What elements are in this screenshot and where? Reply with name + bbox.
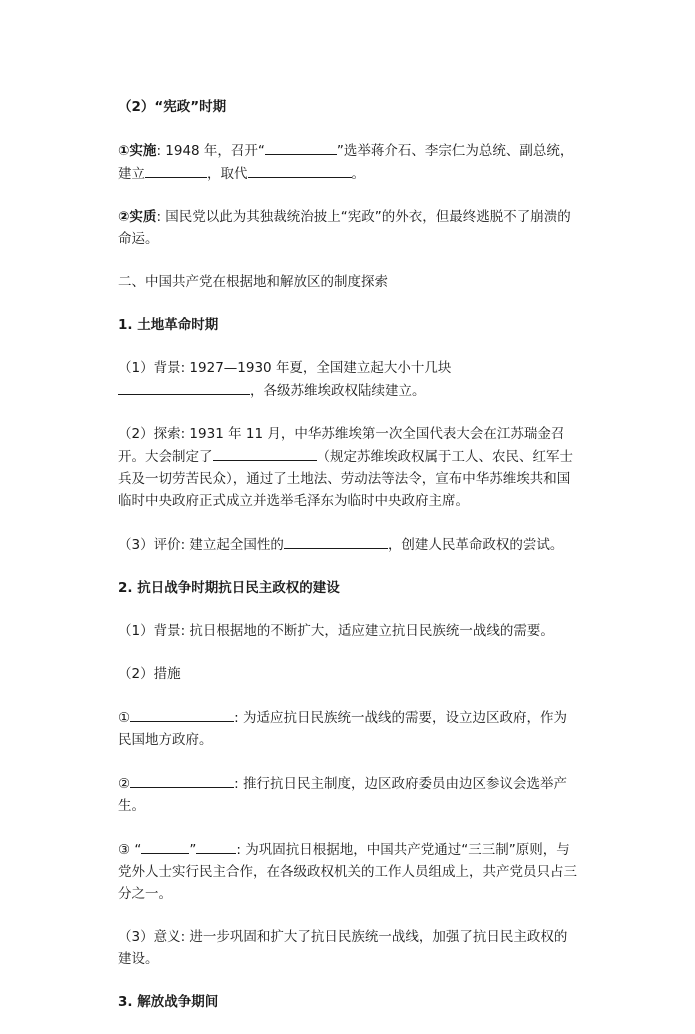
text-implementation-b: ”选举蒋介石、李宗仁为总统、副总统，建立 [118, 143, 574, 182]
measure-3-quote-close: ” [189, 842, 197, 858]
section-title-cpc-exploration: 二、中国共产党在根据地和解放区的制度探索 [118, 274, 388, 290]
measure-2-number: ② [118, 776, 131, 792]
blank-measure-2[interactable] [130, 772, 234, 788]
text-measure-3: : 为巩固抗日根据地，中国共产党通过“三三制”原则，与党外人士实行民主合作，在各级政权机关的工作人员组成上，共产党员只占三分之一。 [118, 842, 577, 902]
blank-established[interactable] [145, 162, 207, 178]
label-significance: （3）意义 [118, 929, 181, 945]
text-essence: : 国民党以此为其独裁统治披上“宪政”的外衣，但最终逃脱不了崩溃的命运。 [118, 209, 571, 247]
label-essence: ②实质 [118, 209, 157, 225]
blank-measure-1[interactable] [130, 706, 234, 722]
measure-3-number: ③ “ [118, 842, 142, 858]
paragraph-significance [118, 926, 580, 970]
text-background-1b: ，各级苏维埃政权陆续建立。 [250, 383, 426, 399]
label-background-2: （1）背景 [118, 623, 181, 639]
paragraph-measure-2 [118, 772, 580, 817]
subsection-land-revolution: 1. 土地革命时期 [118, 317, 219, 333]
text-background-2: : 抗日根据地的不断扩大，适应建立抗日民族统一战线的需要。 [180, 623, 554, 639]
text-exploration-b: （规定苏维埃政权属于工人、农民、红军士兵及一切劳苦民众），通过了土地法、劳动法等法令，宣布中华苏维埃共和国临时中央政府正式成立并选举毛泽东为临时中央政府主席。 [118, 449, 573, 509]
text-implementation-a: : 1948 年，召开“ [156, 143, 265, 159]
blank-measure-3a[interactable] [141, 838, 189, 854]
paragraph-background-2 [118, 620, 580, 642]
blank-national-regime[interactable] [284, 533, 388, 549]
blank-replaced[interactable] [248, 162, 352, 178]
text-evaluation-a: : 建立起全国性的 [180, 537, 284, 553]
blank-measure-3b[interactable] [196, 838, 236, 854]
document-page [118, 96, 580, 1034]
text-implementation-c: ，取代 [207, 166, 248, 182]
label-evaluation: （3）评价 [118, 537, 181, 553]
text-background-1a: : 1927—1930 年夏，全国建立起大小十几块 [180, 360, 452, 376]
text-measure-1: : 为适应抗日民族统一战线的需要，设立边区政府，作为民国地方政府。 [118, 710, 567, 748]
paragraph-exploration [118, 423, 580, 512]
paragraph-essence [118, 206, 580, 250]
paragraph-evaluation [118, 533, 580, 556]
label-implementation: ①实施 [118, 143, 157, 159]
paragraph-background-1 [118, 357, 580, 402]
subsection-anti-japanese-war: 2. 抗日战争时期抗日民主政权的建设 [118, 580, 340, 596]
blank-base-areas[interactable] [118, 379, 250, 395]
subsection-liberation-war: 3. 解放战争期间 [118, 994, 219, 1010]
paragraph-measure-3 [118, 838, 580, 905]
text-measure-2: : 推行抗日民主制度，边区政府委员由边区参议会选举产生。 [118, 776, 567, 814]
label-exploration: （2）探索 [118, 426, 181, 442]
blank-assembly[interactable] [265, 139, 337, 155]
blank-constitution[interactable] [213, 445, 317, 461]
text-significance: : 进一步巩固和扩大了抗日民族统一战线，加强了抗日民主政权的建设。 [118, 929, 568, 967]
text-implementation-d: 。 [351, 166, 365, 182]
text-exploration-a: : 1931 年 11 月，中华苏维埃第一次全国代表大会在江苏瑞金召开。大会制定了 [118, 426, 565, 465]
paragraph-measure-1 [118, 706, 580, 751]
paragraph-implementation [118, 139, 580, 185]
measure-1-number: ① [118, 710, 131, 726]
section-title-constitutional-period: （2）“宪政”时期 [118, 99, 227, 115]
paragraph-measures-heading: （2）措施 [118, 666, 181, 682]
text-evaluation-b: ，创建人民革命政权的尝试。 [387, 537, 564, 553]
label-background-1: （1）背景 [118, 360, 181, 376]
